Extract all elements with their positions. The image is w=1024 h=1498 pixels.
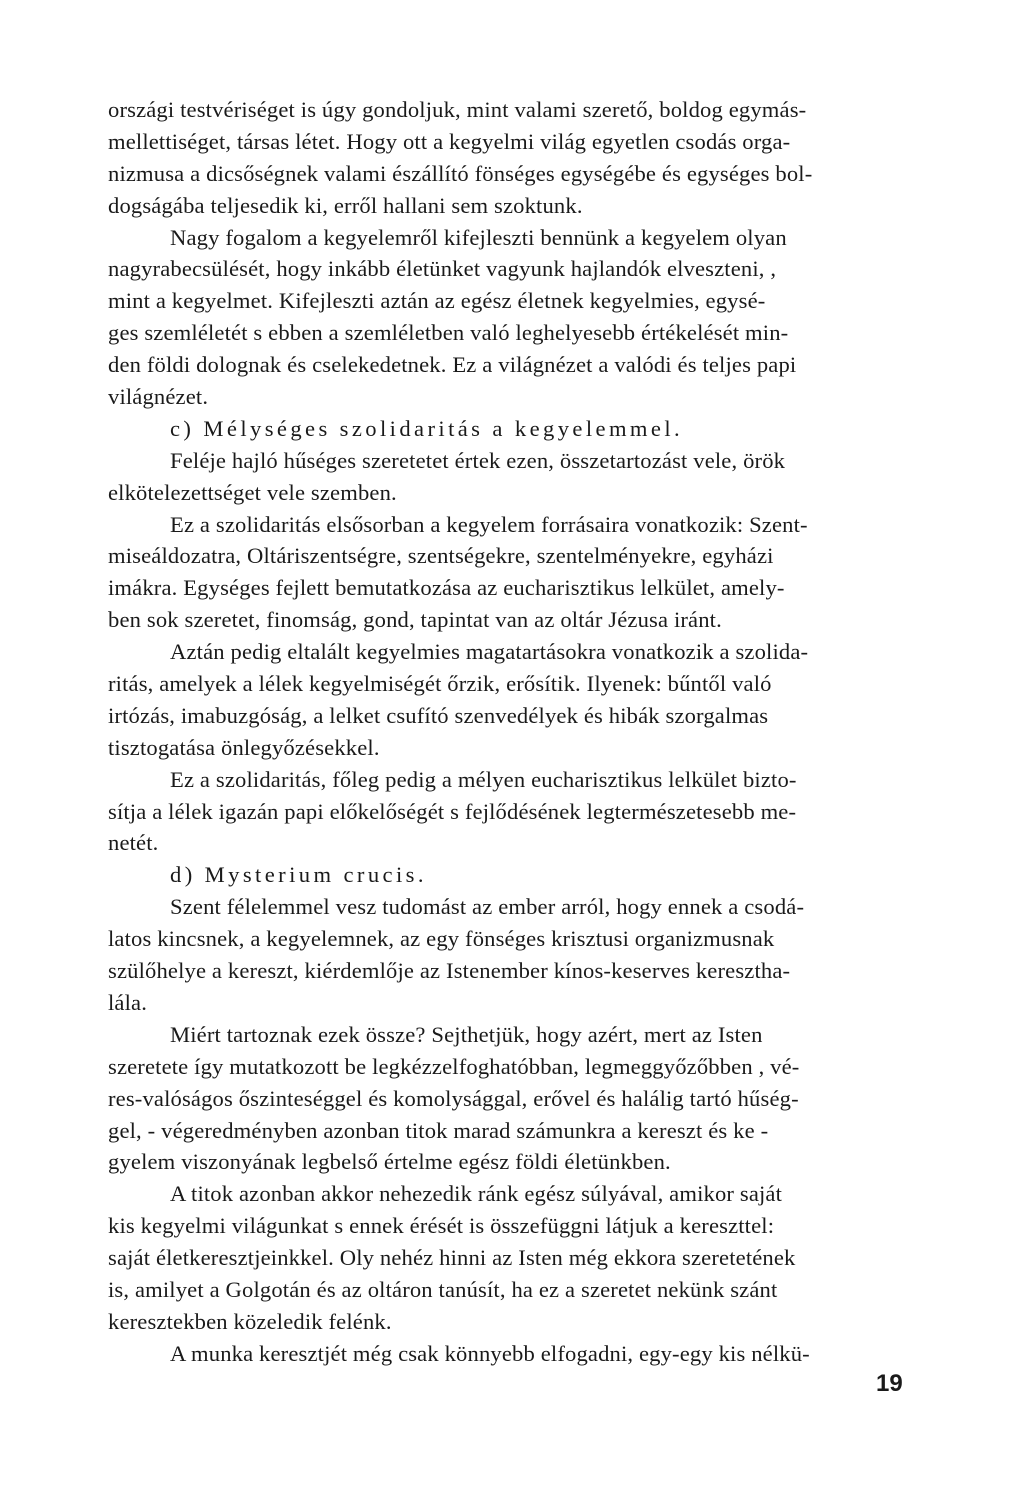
- section-heading: c) Mélységes szolidaritás a kegyelemmel.: [170, 415, 684, 441]
- text-line: tisztogatása önlegyőzésekkel.: [108, 734, 380, 760]
- text-line: Miért tartoznak ezek össze? Sejthetjük, hogy azért, mert az Isten: [170, 1021, 763, 1047]
- text-line: netét.: [108, 830, 159, 856]
- text-line: országi testvériséget is úgy gondoljuk, mint valami szerető, boldog egymás-: [108, 97, 807, 122]
- text-line: gyelem viszonyának legbelső értelme egész földi életünkben.: [108, 1149, 671, 1175]
- text-line: A munka keresztjét még csak könnyebb elfogadni, egy-egy kis nélkü-: [170, 1340, 810, 1366]
- page-number: 19: [876, 1370, 903, 1397]
- page-body: [108, 94, 926, 1370]
- text-line: is, amilyet a Golgotán és az oltáron tanúsít, ha ez a szeretet nekünk szánt: [108, 1276, 778, 1302]
- text-line: világnézet.: [108, 384, 209, 410]
- text-line: szeretete így mutatkozott be legkézzelfoghatóbban, legmeggyőzőbben , vé-: [108, 1053, 800, 1079]
- text-line: elkötelezettséget vele szemben.: [108, 479, 397, 505]
- text-line: Szent félelemmel vesz tudomást az ember arról, hogy ennek a csodá-: [170, 894, 805, 920]
- text-line: dogságába teljesedik ki, erről hallani sem szoktunk.: [108, 192, 583, 218]
- text-line: irtózás, imabuzgóság, a lelket csufító szenvedélyek és hibák szorgalmas: [108, 702, 769, 728]
- text-line: mint a kegyelmet. Kifejleszti aztán az egész életnek kegyelmies, egysé-: [108, 288, 766, 314]
- text-line: imákra. Egységes fejlett bemutatkozása az eucharisztikus lelkület, amely-: [108, 575, 785, 601]
- text-line: miseáldozatra, Oltáriszentségre, szentségekre, szentelményekre, egyházi: [108, 543, 774, 569]
- text-line: sítja a lélek igazán papi előkelőségét s fejlődésének legtermészetesebb me-: [108, 798, 797, 824]
- text-line: Ez a szolidaritás elsősorban a kegyelem forrásaira vonatkozik: Szent-: [170, 511, 808, 537]
- text-line: den földi dolognak és cselekedetnek. Ez a világnézet a valódi és teljes papi: [108, 352, 797, 378]
- text-line: ritás, amelyek a lélek kegyelmiségét őrzik, erősítik. Ilyenek: bűntől való: [108, 671, 772, 697]
- text-line: keresztekben közeledik felénk.: [108, 1308, 392, 1334]
- text-line: Nagy fogalom a kegyelemről kifejleszti bennünk a kegyelem olyan: [170, 224, 787, 250]
- text-line: kis kegyelmi világunkat s ennek érését is összefüggni látjuk a kereszttel:: [108, 1213, 775, 1239]
- section-heading: d) Mysterium crucis.: [170, 862, 427, 888]
- text-line: nizmusa a dicsőségnek valami észállító fönséges egységébe és egységes bol-: [108, 160, 813, 186]
- text-line: mellettiséget, társas létet. Hogy ott a kegyelmi világ egyetlen csodás orga-: [108, 128, 791, 154]
- text-line: Feléje hajló hűséges szeretetet értek ezen, összetartozást vele, örök: [170, 447, 786, 473]
- text-line: Aztán pedig eltalált kegyelmies magatartásokra vonatkozik a szolida-: [170, 639, 809, 665]
- text-line: res-valóságos őszinteséggel és komolysággal, erővel és halálig tartó hűség-: [108, 1085, 799, 1111]
- text-line: gel, - végeredményben azonban titok marad számunkra a kereszt és ke -: [108, 1117, 769, 1143]
- text-line: Ez a szolidaritás, főleg pedig a mélyen eucharisztikus lelkület bizto-: [170, 766, 797, 792]
- text-line: ben sok szeretet, finomság, gond, tapintat van az oltár Jézusa iránt.: [108, 607, 722, 633]
- text-line: szülőhelye a kereszt, kiérdemlője az Istenember kínos-keserves kereszthа-: [108, 958, 791, 984]
- text-line: ges szemléletét s ebben a szemléletben való leghelyesebb értékelését min-: [108, 320, 789, 346]
- text-line: lála.: [108, 989, 148, 1015]
- text-line: saját életkeresztjeinkkel. Oly nehéz hinni az Isten még ekkora szeretetének: [108, 1245, 796, 1271]
- text-line: latos kincsnek, a kegyelemnek, az egy fönséges krisztusi organizmusnak: [108, 926, 775, 952]
- text-line: A titok azonban akkor nehezedik ránk egész súlyával, amikor saját: [170, 1181, 783, 1207]
- text-line: nagyrabecsülését, hogy inkább életünket vagyunk hajlandók elveszteni, ,: [108, 256, 777, 282]
